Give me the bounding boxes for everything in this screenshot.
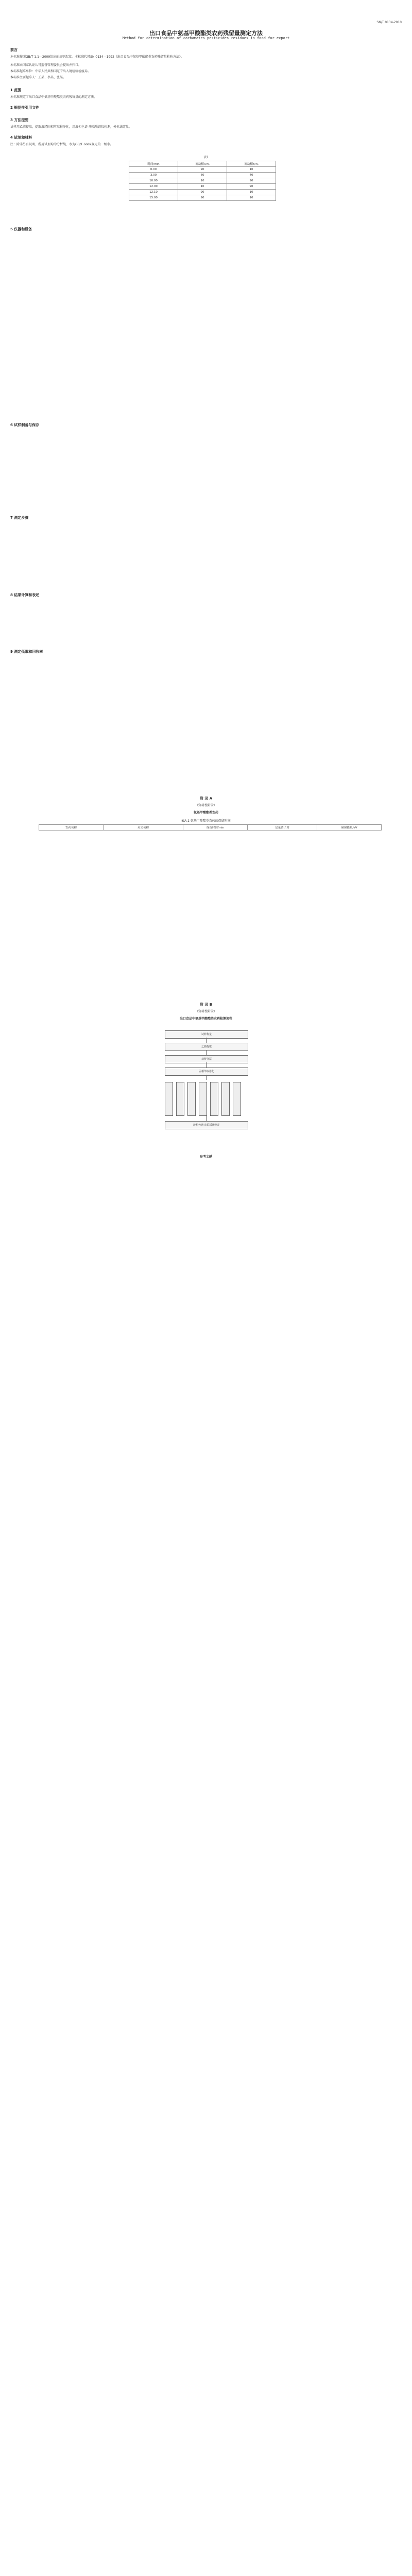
table-row [129, 184, 276, 190]
flow-step: 盐析分层 [165, 1055, 248, 1063]
table-cell: 40 [227, 173, 276, 178]
table-cell: 3.00 [129, 173, 178, 178]
flow-column-bar [199, 1082, 207, 1116]
table-cell: 10 [178, 184, 227, 190]
section-heading: 5 仪器和设备 [10, 227, 32, 231]
table-cell: 10.00 [129, 178, 178, 184]
annex-sub: （资料性附录） [195, 804, 217, 807]
flow-step: 固相萃取净化 [165, 1067, 248, 1076]
annex-a-table [39, 824, 382, 831]
standard-code: SN/T 0134-2010 [376, 21, 402, 24]
table-row [129, 190, 276, 195]
section-heading: 前言 [10, 48, 18, 52]
section-foreword [10, 47, 402, 53]
flow-column-bar [187, 1082, 196, 1116]
table-header-row [129, 161, 276, 167]
section-procedure [10, 515, 402, 520]
paragraph-text: 本标准主要起草人：王某、李某、张某。 [10, 76, 66, 79]
table-row [129, 178, 276, 184]
table-cell: 12.00 [129, 184, 178, 190]
section-sample [10, 422, 402, 428]
paragraph [10, 55, 402, 59]
flow-column-bar [233, 1082, 241, 1116]
flow-step: 乙腈提取 [165, 1043, 248, 1051]
paragraph-text: 本标准由国家认证认可监督管理委员会提出并归口。 [10, 63, 82, 67]
section-detection [10, 649, 402, 654]
flow-column-bar [165, 1082, 173, 1116]
annex-label: 附 录 B [199, 1003, 213, 1007]
table-header-row [39, 825, 382, 831]
section-scope [10, 88, 402, 93]
paragraph-text: 本标准按照GB/T 1.1—2009给出的规则起草。本标准代替SN 0134—1992《出口食品中氨基甲酸酯类农药残留量检验方法》。 [10, 55, 184, 59]
flow-column-bar [210, 1082, 218, 1116]
flow-arrow [206, 1116, 207, 1121]
paragraph [10, 63, 402, 67]
table-cell: 60 [178, 173, 227, 178]
paragraph [10, 75, 402, 80]
paragraph [10, 69, 402, 74]
table-caption: 表1 [203, 156, 209, 159]
annex-title: 氨基甲酸酯类农药 [193, 811, 218, 815]
paragraph-text: 本标准规定了出口食品中氨基甲酸酯类农药残留量的测定方法。 [10, 95, 97, 99]
table-header-cell: 英文名称 [104, 825, 183, 831]
table-header-cell: 碰撞能量/eV [317, 825, 382, 831]
table-header-cell: 流动相A/% [178, 161, 227, 167]
section-heading: 2 规范性引用文件 [10, 106, 40, 110]
annex-title: 出口食品中氨基甲酸酯类农药检测流程 [179, 1017, 232, 1021]
section-heading: 4 试剂和材料 [10, 135, 32, 140]
flow-arrow [206, 1038, 207, 1043]
annex-b-title-row [10, 1016, 402, 1021]
table-row [129, 195, 276, 201]
table-row [129, 173, 276, 178]
section-heading: 1 范围 [10, 88, 22, 92]
annex-b-label-row [10, 1002, 402, 1007]
flow-step: 试样称量 [165, 1030, 248, 1039]
section-heading: 7 测定步骤 [10, 516, 29, 520]
annex-label: 附 录 A [199, 796, 213, 801]
table-caption: 表A.1 氨基甲酸酯类农药的保留时间 [181, 819, 231, 823]
paragraph [10, 125, 402, 129]
section-reagents [10, 135, 402, 140]
table-cell: 10 [178, 178, 227, 184]
flow-arrow [206, 1062, 207, 1067]
table-row [129, 167, 276, 173]
annex-a-sub-row [10, 803, 402, 807]
table-cell: 90 [178, 167, 227, 173]
paragraph-text: 本标准起草单位：中华人民共和国辽宁出入境检验检疫局。 [10, 70, 91, 73]
flow-arrow [206, 1075, 207, 1080]
paragraph-text: 试样用乙腈提取，提取液经固相萃取柱净化，用液相色谱-串联质谱仪检测，外标法定量。 [10, 125, 132, 129]
section-heading: 3 方法提要 [10, 118, 29, 122]
flow-arrow [206, 1050, 207, 1055]
table-header-cell: 流动相B/% [227, 161, 276, 167]
flow-step: 液相色谱-串联质谱测定 [165, 1121, 248, 1129]
flow-column-bar [176, 1082, 184, 1116]
references-row [10, 1154, 402, 1159]
table-cell: 10 [227, 167, 276, 173]
table-cell: 15.00 [129, 195, 178, 201]
annex-a-table-caption-row [10, 818, 402, 823]
annex-b-sub-row [10, 1009, 402, 1013]
section-heading: 8 结果计算和表述 [10, 593, 40, 597]
section-heading: 9 测定低限和回收率 [10, 650, 43, 654]
table-cell: 90 [227, 184, 276, 190]
flow-column-bar [221, 1082, 230, 1116]
note [10, 142, 402, 147]
table-header-cell: 时间/min [129, 161, 178, 167]
table-cell: 90 [178, 195, 227, 201]
references-heading: 参考文献 [199, 1155, 212, 1159]
section-apparatus [10, 227, 402, 232]
section-results [10, 592, 402, 598]
document-subtitle: Method for determination of carbamates pesticides residues in food for export [122, 36, 290, 40]
table-header-cell: 保留时间/min [183, 825, 248, 831]
annex-sub: （资料性附录） [195, 1010, 217, 1013]
table-header-cell: 农药名称 [39, 825, 104, 831]
document-title: 出口食品中氨基甲酸酯类农药残留量测定方法 [149, 30, 263, 37]
annex-a-label-row [10, 796, 402, 801]
note-text: 注：除非另有说明，所用试剂均为分析纯，水为GB/T 6682规定的一级水。 [10, 143, 113, 146]
annex-a-title-row [10, 810, 402, 815]
subtitle-row [10, 36, 402, 40]
gradient-table [129, 161, 276, 201]
section-heading: 6 试样制备与保存 [10, 423, 40, 427]
table-header-cell: 定量离子对 [248, 825, 317, 831]
table-cell: 0.00 [129, 167, 178, 173]
paragraph [10, 95, 402, 99]
table1-caption-row [10, 155, 402, 159]
header-code-row [10, 21, 402, 24]
table-cell: 90 [178, 190, 227, 195]
table-cell: 10 [227, 190, 276, 195]
table-cell: 10 [227, 195, 276, 201]
section-principle [10, 117, 402, 123]
table-cell: 12.10 [129, 190, 178, 195]
table-cell: 90 [227, 178, 276, 184]
section-norm-ref [10, 105, 402, 110]
